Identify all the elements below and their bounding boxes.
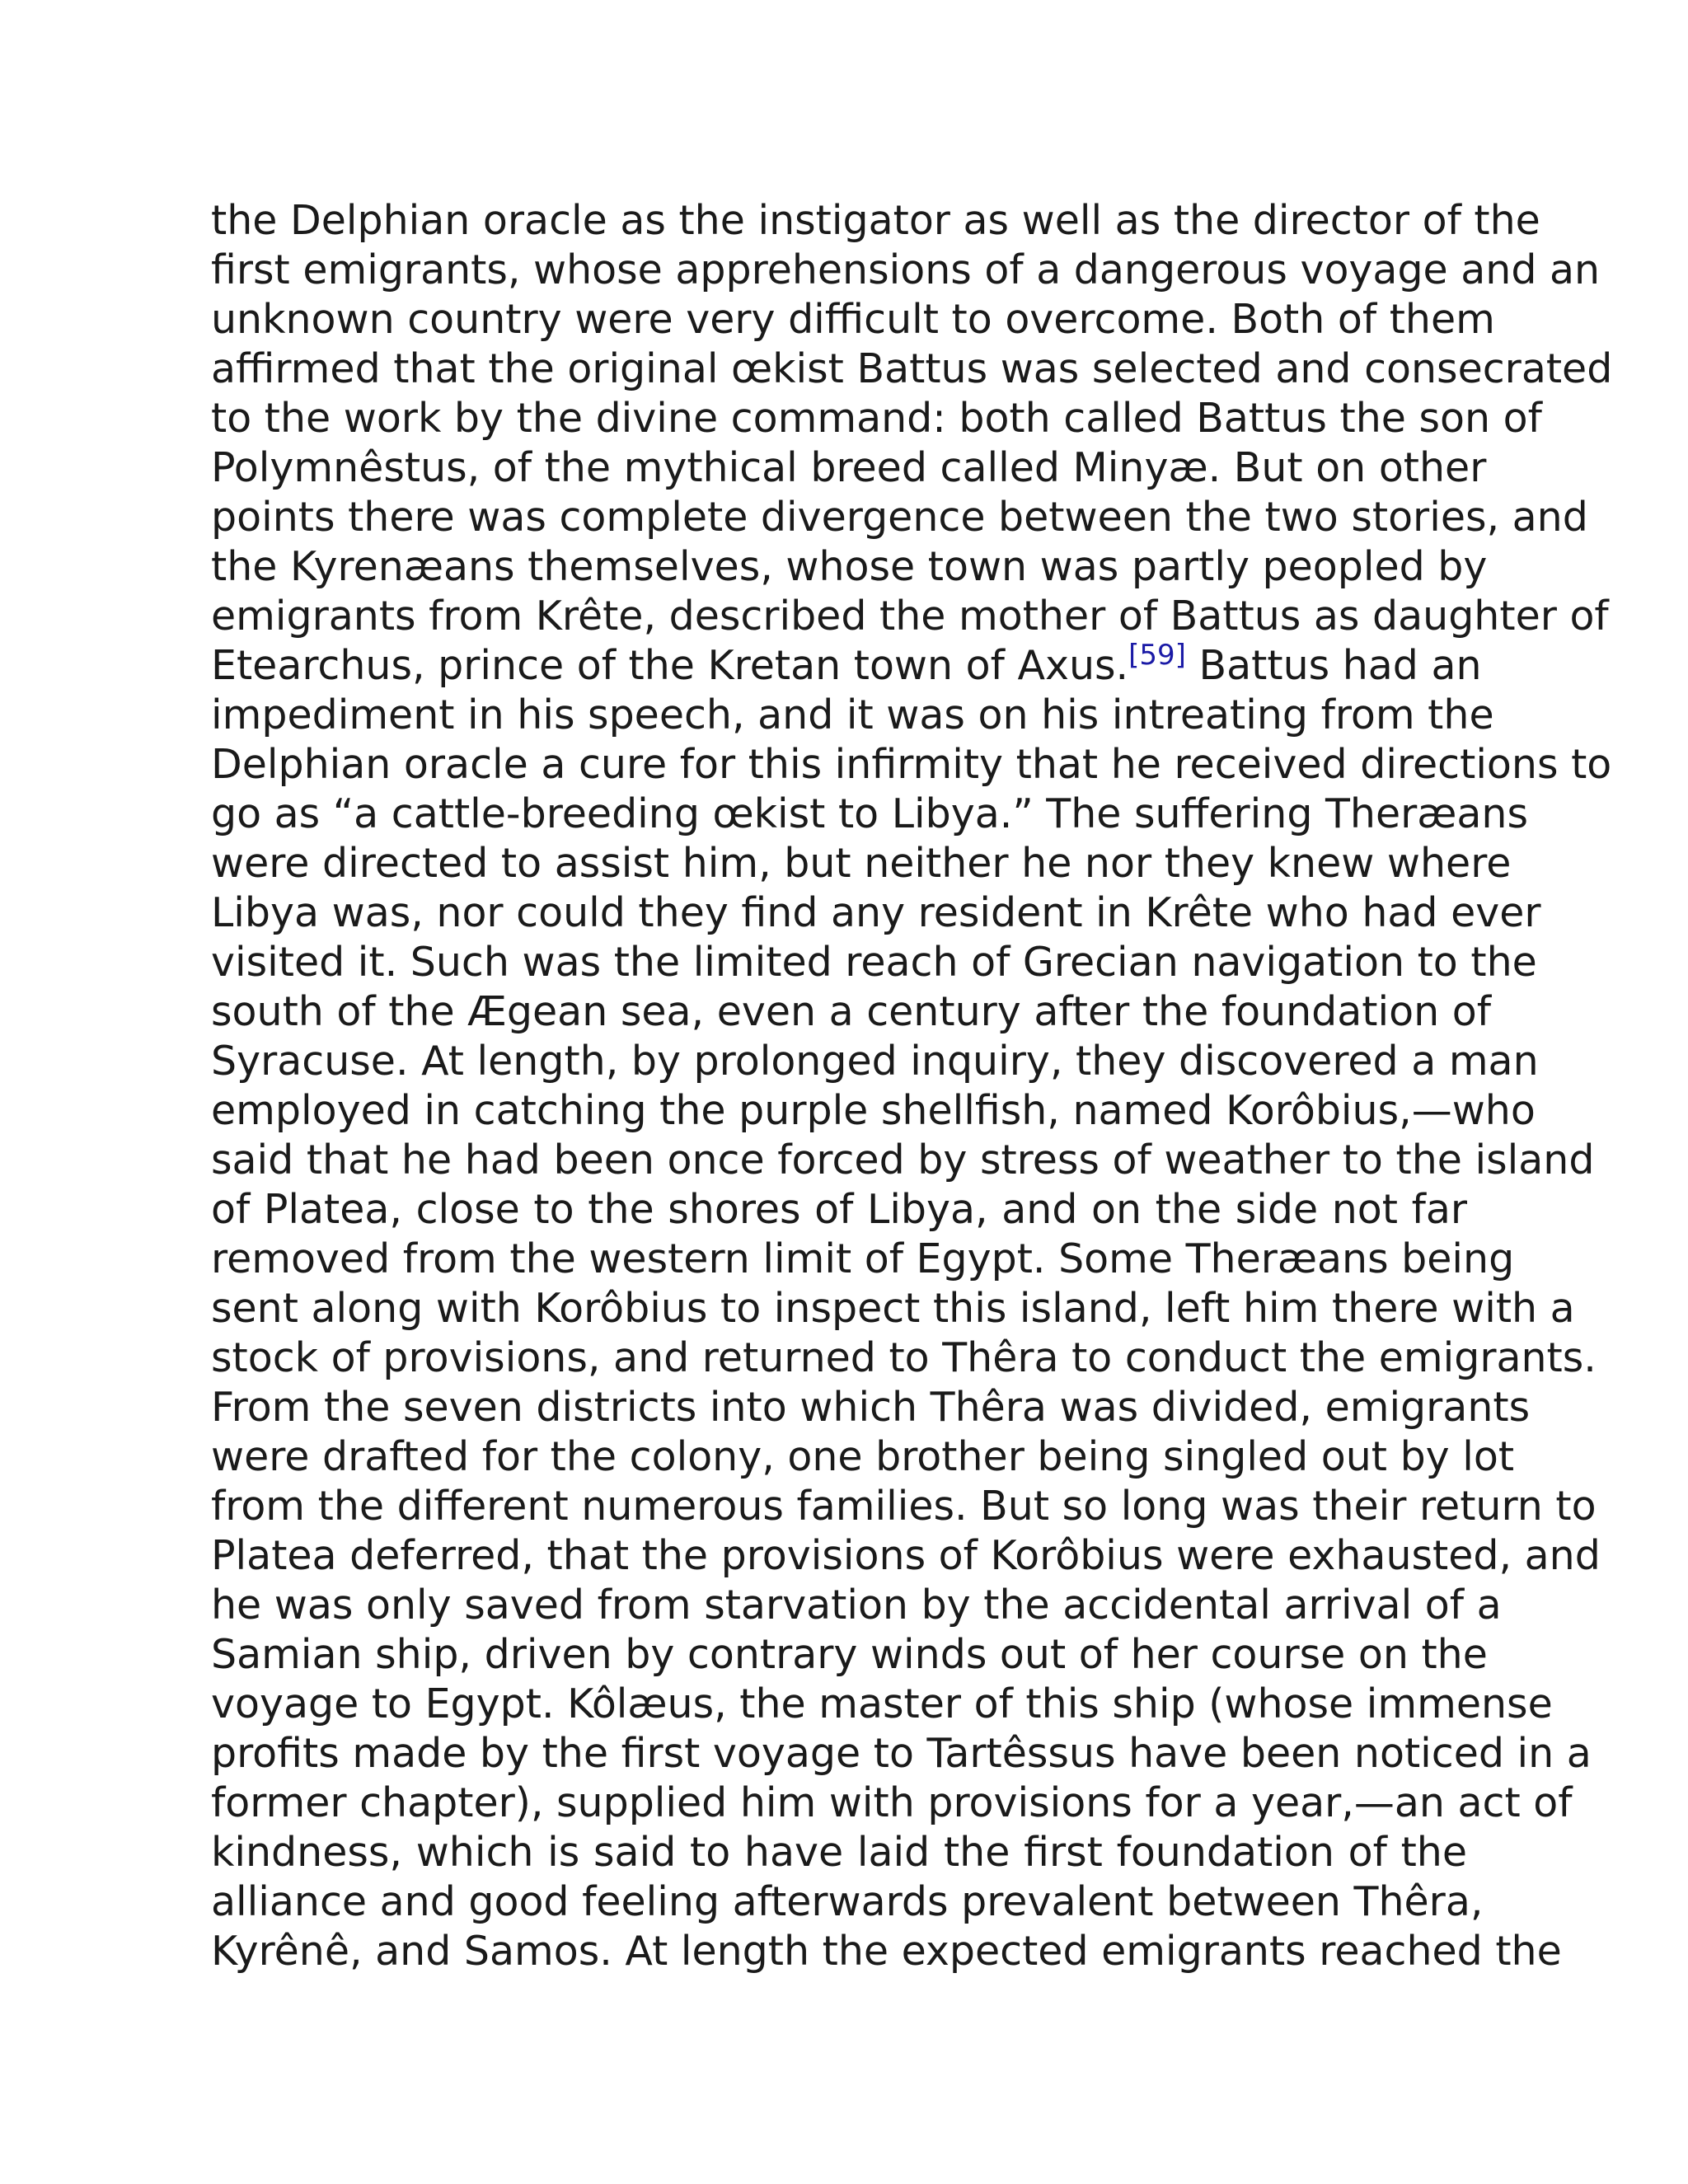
text-line: voyage to Egypt. Kôlæus, the master of this ship (whose immense — [211, 1680, 1553, 1727]
text-line: From the seven districts into which Thêra was divided, emigrants — [211, 1384, 1531, 1431]
text-line: removed from the western limit of Egypt. Some Theræans being — [211, 1235, 1515, 1282]
page-body — [211, 196, 1613, 1976]
text-line: he was only saved from starvation by the accidental arrival of a — [211, 1582, 1502, 1629]
text-line: kindness, which is said to have laid the first foundation of the — [211, 1829, 1467, 1876]
text-line: south of the Ægean sea, even a century after the foundation of — [211, 988, 1491, 1035]
text-line: were directed to assist him, but neither he nor they knew where — [211, 840, 1512, 887]
text-segment: Battus had an — [1198, 642, 1482, 689]
text-line: first emigrants, whose apprehensions of a dangerous voyage and an — [211, 246, 1601, 293]
text-line: stock of provisions, and returned to Thêra to conduct the emigrants. — [211, 1334, 1597, 1381]
text-line: said that he had been once forced by stress of weather to the island — [211, 1137, 1595, 1183]
text-line: Libya was, nor could they find any resident in Krête who had ever — [211, 889, 1541, 936]
text-line: from the different numerous families. But so long was their return to — [211, 1483, 1597, 1530]
text-line: points there was complete divergence between the two stories, and — [211, 494, 1588, 541]
text-line: go as “a cattle-breeding œkist to Libya.” The suffering Theræans — [211, 790, 1529, 837]
text-line: impediment in his speech, and it was on his intreating from the — [211, 691, 1494, 738]
text-line: the Delphian oracle as the instigator as well as the director of the — [211, 197, 1540, 244]
text-line: visited it. Such was the limited reach of Grecian navigation to the — [211, 939, 1537, 986]
text-line: of Platea, close to the shores of Libya, and on the side not far — [211, 1186, 1467, 1233]
text-line: Delphian oracle a cure for this infirmity that he received directions to — [211, 741, 1612, 788]
text-line: profits made by the first voyage to Tartêssus have been noticed in a — [211, 1730, 1592, 1777]
text-line: affirmed that the original œkist Battus was selected and consecrated — [211, 345, 1613, 392]
text-line: were drafted for the colony, one brother being singled out by lot — [211, 1433, 1515, 1480]
text-line: emigrants from Krête, described the mother of Battus as daughter of — [211, 593, 1609, 640]
paragraph — [211, 196, 1613, 1976]
text-line: Polymnêstus, of the mythical breed called Minyæ. But on other — [211, 444, 1487, 491]
text-line: unknown country were very difficult to overcome. Both of them — [211, 296, 1495, 343]
footnote-link[interactable]: [59] — [1128, 639, 1186, 672]
text-line: Kyrênê, and Samos. At length the expected emigrants reached the — [211, 1928, 1562, 1975]
text-line: employed in catching the purple shellfish, named Korôbius,—who — [211, 1087, 1536, 1134]
text-line-with-footnote — [211, 639, 1482, 691]
text-line: sent along with Korôbius to inspect this island, left him there with a — [211, 1285, 1575, 1332]
text-line: former chapter), supplied him with provisions for a year,—an act of — [211, 1779, 1573, 1826]
text-line: alliance and good feeling afterwards prevalent between Thêra, — [211, 1878, 1484, 1925]
text-line: the Kyrenæans themselves, whose town was partly peopled by — [211, 543, 1488, 590]
text-line: to the work by the divine command: both called Battus the son of — [211, 395, 1542, 442]
text-line: Samian ship, driven by contrary winds out of her course on the — [211, 1631, 1488, 1678]
text-segment: Etearchus, prince of the Kretan town of Axus. — [211, 642, 1129, 689]
text-line: Syracuse. At length, by prolonged inquiry, they discovered a man — [211, 1038, 1539, 1085]
text-line: Platea deferred, that the provisions of Korôbius were exhausted, and — [211, 1532, 1601, 1579]
